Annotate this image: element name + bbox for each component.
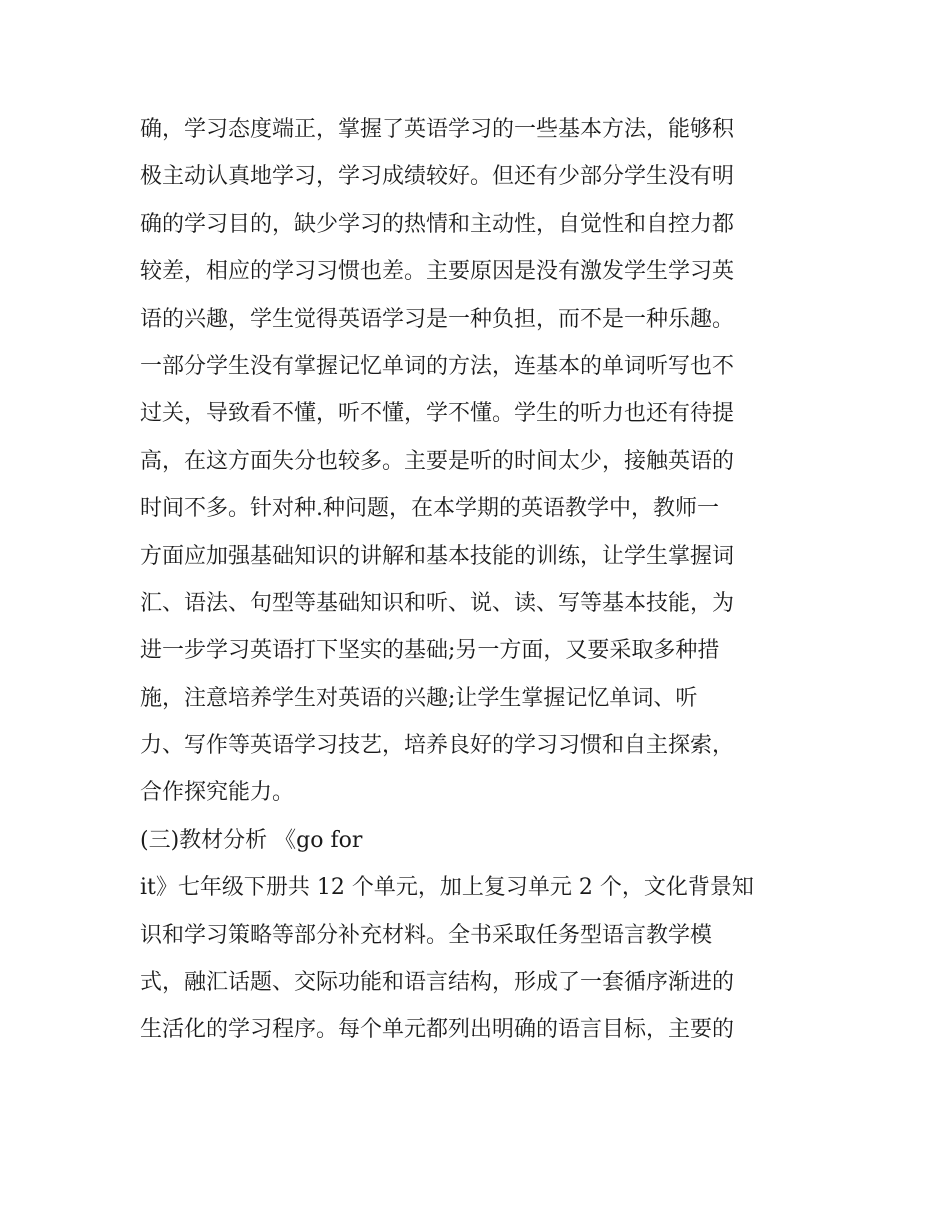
text-line: 一部分学生没有掌握记忆单词的方法，连基本的单词听写也不 [140, 353, 735, 379]
text-line: 进一步学习英语打下坚实的基础;另一方面，又要采取多种措 [140, 638, 720, 664]
text-line: 合作探究能力。 [140, 780, 295, 806]
text-line: 识和学习策略等部分补充材料。全书采取任务型语言教学模 [140, 922, 713, 948]
text-line: 语的兴趣，学生觉得英语学习是一种负担，而不是一种乐趣。 [140, 306, 735, 332]
section-heading-line: (三)教材分析 《go for [140, 827, 363, 853]
text-line: 方面应加强基础知识的讲解和基本技能的训练，让学生掌握词 [140, 543, 735, 569]
body-text [140, 106, 820, 1054]
text-line: 确的学习目的，缺少学习的热情和主动性，自觉性和自控力都 [140, 211, 735, 237]
text-line: 力、写作等英语学习技艺，培养良好的学习习惯和自主探索， [140, 733, 735, 759]
text-line: it》七年级下册共 12 个单元，加上复习单元 2 个，文化背景知 [140, 875, 754, 901]
text-line: 生活化的学习程序。每个单元都列出明确的语言目标，主要的 [140, 1017, 735, 1043]
text-line: 施，注意培养学生对英语的兴趣;让学生掌握记忆单词、听 [140, 685, 698, 711]
text-line: 极主动认真地学习，学习成绩较好。但还有少部分学生没有明 [140, 164, 735, 190]
text-line: 较差，相应的学习习惯也差。主要原因是没有激发学生学习英 [140, 259, 735, 285]
text-line: 高，在这方面失分也较多。主要是听的时间太少，接触英语的 [140, 448, 735, 474]
text-line: 时间不多。针对种.种问题，在本学期的英语教学中，教师一 [140, 496, 719, 522]
text-line: 过关，导致看不懂，听不懂，学不懂。学生的听力也还有待提 [140, 401, 735, 427]
text-line: 确，学习态度端正，掌握了英语学习的一些基本方法，能够积 [140, 117, 735, 142]
text-line: 式，融汇话题、交际功能和语言结构，形成了一套循序渐进的 [140, 970, 735, 996]
text-line: 汇、语法、句型等基础知识和听、说、读、写等基本技能，为 [140, 590, 735, 616]
